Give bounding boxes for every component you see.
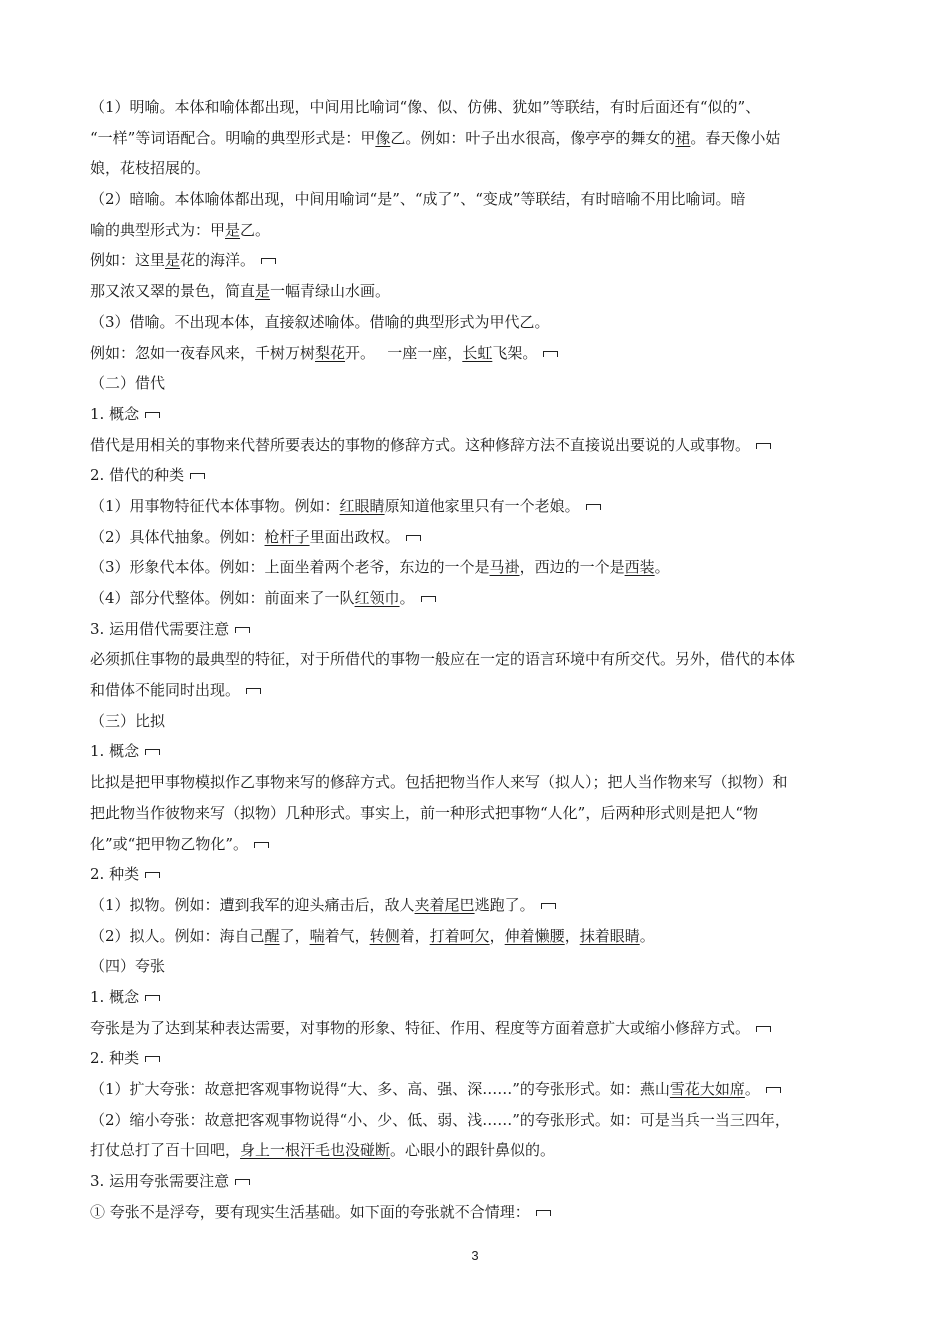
- text-line: [90, 614, 890, 645]
- text-line: [90, 215, 890, 246]
- text-line: [90, 1135, 890, 1166]
- underlined-example: 红眼睛: [339, 496, 385, 515]
- text-line: [90, 307, 890, 338]
- text-line: [90, 522, 890, 553]
- text-segment: （2）具体代抽象。例如：: [90, 527, 265, 546]
- text-segment: 2. 种类: [90, 1049, 140, 1068]
- text-segment: （3）形象代本体。例如：上面坐着两个老爷，东边的一个是: [90, 558, 490, 577]
- text-segment: 例如：忽如一夜春风来，千树万树: [90, 343, 316, 362]
- text-line: [90, 276, 890, 307]
- text-segment: 例如：这里: [90, 251, 166, 270]
- paragraph-mark-icon: [235, 627, 250, 633]
- underlined-example: 雪花大如席: [669, 1080, 745, 1098]
- text-segment: 1. 概念: [90, 742, 140, 761]
- text-line: [90, 859, 890, 890]
- text-segment: （1）扩大夸张：故意把客观事物说得“大、多、高、强、深……”的夸张形式。如：燕山: [90, 1080, 670, 1098]
- text-line: [90, 706, 890, 737]
- underlined-example: 红领巾: [354, 589, 400, 607]
- text-segment: 把此物当作彼物来写（拟物）几种形式。事实上，前一种形式把事物“人化”，后两种形式则是把人“物: [90, 803, 759, 822]
- paragraph-mark-icon: [756, 443, 771, 449]
- text-segment: 夸张是为了达到某种表达需要，对事物的形象、特征、作用、程度等方面着意扩大或缩小修辞方式。: [90, 1018, 751, 1037]
- text-segment: 2. 借代的种类: [90, 466, 185, 485]
- paragraph-mark-icon: [145, 412, 160, 418]
- underlined-example: 长虹: [462, 343, 493, 362]
- text-line: [90, 92, 890, 123]
- text-segment: （二）借代: [90, 374, 166, 393]
- text-segment: 3. 运用借代需要注意: [90, 619, 230, 638]
- paragraph-mark-icon: [536, 1210, 551, 1216]
- text-line: [90, 430, 890, 461]
- text-line: [90, 829, 890, 860]
- text-segment: （2）缩小夸张：故意把客观事物说得“小、少、低、弱、浅……”的夸张形式。如：可是当兵一当三四年，: [90, 1110, 790, 1129]
- underlined-example: 喘: [309, 926, 325, 945]
- underlined-example: 伸着懒腰: [504, 926, 565, 945]
- underlined-example: 身上一根汗毛也没碰断: [240, 1141, 391, 1160]
- text-segment: “一样”等词语配合。明喻的典型形式是：甲: [90, 128, 376, 147]
- text-line: [90, 552, 890, 583]
- text-segment: 借代是用相关的事物来代替所要表达的事物的修辞方式。这种修辞方法不直接说出要说的人或事物。: [90, 435, 751, 454]
- text-segment: 。春天像小姑: [690, 128, 781, 147]
- text-segment: 和借体不能同时出现。: [90, 681, 241, 700]
- underlined-example: 枪杆子: [264, 527, 310, 546]
- text-segment: 着气，: [324, 926, 370, 945]
- underlined-example: 转侧: [369, 926, 400, 945]
- text-segment: （1）明喻。本体和喻体都出现，中间用比喻词“像、似、仿佛、犹如”等联结，有时后面还有“似的”、: [90, 98, 761, 116]
- text-segment: 。: [399, 589, 415, 607]
- underlined-example: 醒: [264, 926, 280, 945]
- text-segment: （四）夸张: [90, 957, 166, 976]
- text-segment: 娘，花枝招展的。: [90, 159, 211, 178]
- text-segment: （2）暗喻。本体喻体都出现，中间用喻词“是”、“成了”、“变成”等联结，有时暗喻不用比喻词。暗: [90, 190, 746, 209]
- underlined-example: 裙: [675, 128, 691, 147]
- text-segment: 原知道他家里只有一个老娘。: [384, 496, 580, 515]
- paragraph-mark-icon: [406, 535, 421, 541]
- underlined-example: 梨花: [315, 343, 346, 362]
- paragraph-mark-icon: [145, 749, 160, 755]
- text-line: [90, 245, 890, 276]
- text-segment: 乙。例如：叶子出水很高，像亭亭的舞女的: [390, 128, 676, 147]
- paragraph-mark-icon: [145, 995, 160, 1001]
- text-segment: （2）拟人。例如：海自己: [90, 926, 265, 945]
- text-segment: 那又浓又翠的景色，简直: [90, 282, 256, 301]
- text-line: [90, 736, 890, 767]
- text-line: [90, 798, 890, 829]
- paragraph-mark-icon: [235, 1179, 250, 1185]
- text-line: [90, 491, 890, 522]
- text-segment: （4）部分代整体。例如：前面来了一队: [90, 589, 355, 607]
- text-segment: 飞架。: [492, 343, 538, 362]
- text-segment: 化”或“把甲物乙物化”。: [90, 834, 249, 853]
- text-line: [90, 644, 890, 675]
- underlined-example: 打着呵欠: [429, 926, 490, 945]
- paragraph-mark-icon: [254, 842, 269, 848]
- text-line: [90, 1197, 890, 1228]
- text-segment: （1）用事物特征代本体事物。例如：: [90, 496, 340, 515]
- text-segment: ，: [489, 926, 505, 945]
- text-segment: ① 夸张不是浮夸，要有现实生活基础。如下面的夸张就不合情理：: [90, 1202, 530, 1221]
- underlined-example: 是: [255, 282, 271, 301]
- text-segment: ，西边的一个是: [519, 558, 625, 577]
- paragraph-mark-icon: [543, 351, 558, 357]
- text-line: [90, 951, 890, 982]
- paragraph-mark-icon: [421, 596, 436, 602]
- text-segment: 着，: [399, 926, 430, 945]
- text-segment: 必须抓住事物的最典型的特征，对于所借代的事物一般应在一定的语言环境中有所交代。另外，借代的本体: [90, 650, 796, 669]
- text-segment: 喻的典型形式为：甲: [90, 220, 226, 239]
- text-line: [90, 767, 890, 798]
- paragraph-mark-icon: [586, 504, 601, 510]
- paragraph-mark-icon: [246, 688, 261, 694]
- text-segment: ，: [564, 926, 580, 945]
- paragraph-mark-icon: [145, 1056, 160, 1062]
- document-body: [90, 92, 890, 1227]
- text-line: [90, 153, 890, 184]
- text-segment: 开。 一座一座，: [345, 343, 463, 362]
- text-segment: 。心眼小的跟针鼻似的。: [390, 1141, 556, 1160]
- text-segment: （1）拟物。例如：遭到我军的迎头痛击后，敌人: [90, 895, 415, 914]
- underlined-example: 像: [375, 128, 391, 147]
- text-line: [90, 583, 890, 614]
- underlined-example: 西装: [624, 558, 655, 577]
- paragraph-mark-icon: [541, 903, 556, 909]
- underlined-example: 是: [225, 220, 241, 239]
- text-segment: 花的海洋。: [180, 251, 256, 270]
- paragraph-mark-icon: [766, 1087, 781, 1093]
- text-line: [90, 1013, 890, 1044]
- underlined-example: 是: [165, 251, 181, 270]
- text-line: [90, 890, 890, 921]
- text-segment: 1. 概念: [90, 987, 140, 1006]
- text-segment: 比拟是把甲事物模拟作乙事物来写的修辞方式。包括把物当作人来写（拟人）；把人当作物来写（拟物）和: [90, 773, 788, 792]
- text-segment: 3. 运用夸张需要注意: [90, 1172, 230, 1191]
- paragraph-mark-icon: [145, 872, 160, 878]
- text-line: [90, 982, 890, 1013]
- text-segment: 里面出政权。: [309, 527, 400, 546]
- text-segment: （三）比拟: [90, 711, 166, 730]
- text-segment: 2. 种类: [90, 865, 140, 884]
- text-segment: 1. 概念: [90, 404, 140, 423]
- text-line: [90, 338, 890, 369]
- underlined-example: 夹着尾巴: [414, 895, 475, 914]
- text-line: [90, 675, 890, 706]
- paragraph-mark-icon: [756, 1026, 771, 1032]
- text-line: [90, 123, 890, 154]
- text-segment: 一幅青绿山水画。: [270, 282, 391, 301]
- text-line: [90, 460, 890, 491]
- text-segment: 逃跑了。: [474, 895, 535, 914]
- page-number: 3: [471, 1248, 479, 1263]
- text-line: [90, 1166, 890, 1197]
- text-segment: 。: [744, 1080, 760, 1098]
- text-line: [90, 184, 890, 215]
- paragraph-mark-icon: [190, 473, 205, 479]
- text-segment: 。: [639, 926, 655, 945]
- underlined-example: 抹着眼睛: [579, 926, 640, 945]
- text-line: [90, 399, 890, 430]
- text-line: [90, 368, 890, 399]
- text-line: [90, 1043, 890, 1074]
- text-segment: （3）借喻。不出现本体，直接叙述喻体。借喻的典型形式为甲代乙。: [90, 312, 550, 331]
- text-segment: 打仗总打了百十回吧，: [90, 1141, 241, 1160]
- text-segment: 乙。: [240, 220, 271, 239]
- text-segment: 。: [654, 558, 670, 577]
- paragraph-mark-icon: [261, 258, 276, 264]
- text-line: [90, 1105, 890, 1136]
- text-line: [90, 1074, 890, 1105]
- text-line: [90, 921, 890, 952]
- underlined-example: 马褂: [489, 558, 520, 577]
- text-segment: 了，: [279, 926, 310, 945]
